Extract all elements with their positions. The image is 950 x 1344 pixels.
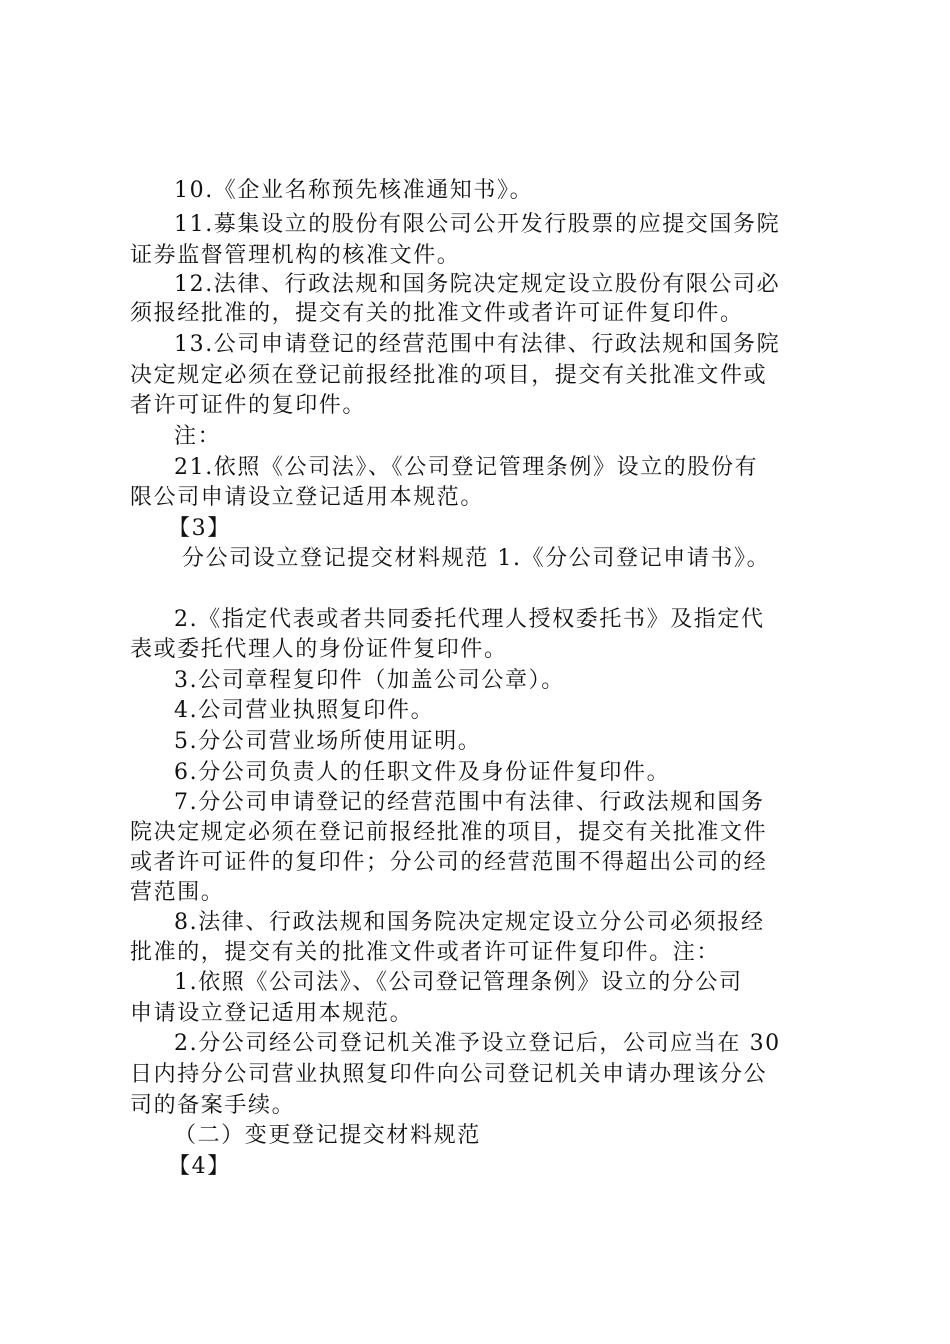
text-line: 司的备案手续。 (130, 1093, 296, 1118)
text-line: 决定规定必须在登记前报经批准的项目，提交有关批准文件或 (130, 363, 768, 388)
text-line: 营范围。 (130, 880, 225, 905)
text-line: 须报经批准的，提交有关的批准文件或者许可证件复印件。 (130, 301, 744, 326)
section-marker: 【3】 (168, 516, 231, 541)
text-line: 13.公司申请登记的经营范围中有法律、行政法规和国务院 (174, 332, 781, 357)
text-line: 7.分公司申请登记的经营范围中有法律、行政法规和国务 (174, 790, 765, 815)
text-line: 申请设立登记适用本规范。 (130, 1001, 414, 1026)
section-marker: 【4】 (168, 1154, 231, 1179)
text-line: 日内持分公司营业执照复印件向公司登记机关申请办理该分公 (130, 1062, 768, 1087)
text-line: 8.法律、行政法规和国务院决定规定设立分公司必须报经 (174, 910, 765, 935)
text-line: 证券监督管理机构的核准文件。 (130, 243, 461, 268)
text-line: 注： (174, 424, 222, 449)
text-line: 2.《指定代表或者共同委托代理人授权委托书》及指定代 (174, 607, 765, 632)
text-line: 批准的，提交有关的批准文件或者许可证件复印件。注： (130, 940, 721, 965)
text-line: 6.分公司负责人的任职文件及身份证件复印件。 (174, 760, 671, 785)
text-line: 表或委托代理人的身份证件复印件。 (130, 637, 508, 662)
text-line: 院决定规定必须在登记前报经批准的项目，提交有关批准文件 (130, 820, 768, 845)
text-line: 11.募集设立的股份有限公司公开发行股票的应提交国务院 (174, 212, 781, 237)
text-line: 5.分公司营业场所使用证明。 (174, 729, 482, 754)
text-line: 或者许可证件的复印件；分公司的经营范围不得超出公司的经 (130, 850, 768, 875)
text-line: 分公司设立登记提交材料规范 1.《分公司登记申请书》。 (182, 546, 771, 571)
text-line: 者许可证件的复印件。 (130, 393, 367, 418)
text-line: 21.依照《公司法》、《公司登记管理条例》设立的股份有 (174, 455, 759, 480)
section-heading: （二）变更登记提交材料规范 (174, 1123, 481, 1148)
text-line: 2.分公司经公司登记机关准予设立登记后，公司应当在 30 (174, 1031, 781, 1056)
text-line: 12.法律、行政法规和国务院决定规定设立股份有限公司必 (174, 272, 781, 297)
text-line: 1.依照《公司法》、《公司登记管理条例》设立的分公司 (174, 970, 743, 995)
text-line: 3.公司章程复印件（加盖公司公章）。 (174, 668, 565, 693)
text-line: 限公司申请设立登记适用本规范。 (130, 485, 485, 510)
text-line: 4.公司营业执照复印件。 (174, 698, 435, 723)
text-line: 10.《企业名称预先核准通知书》。 (174, 178, 534, 203)
